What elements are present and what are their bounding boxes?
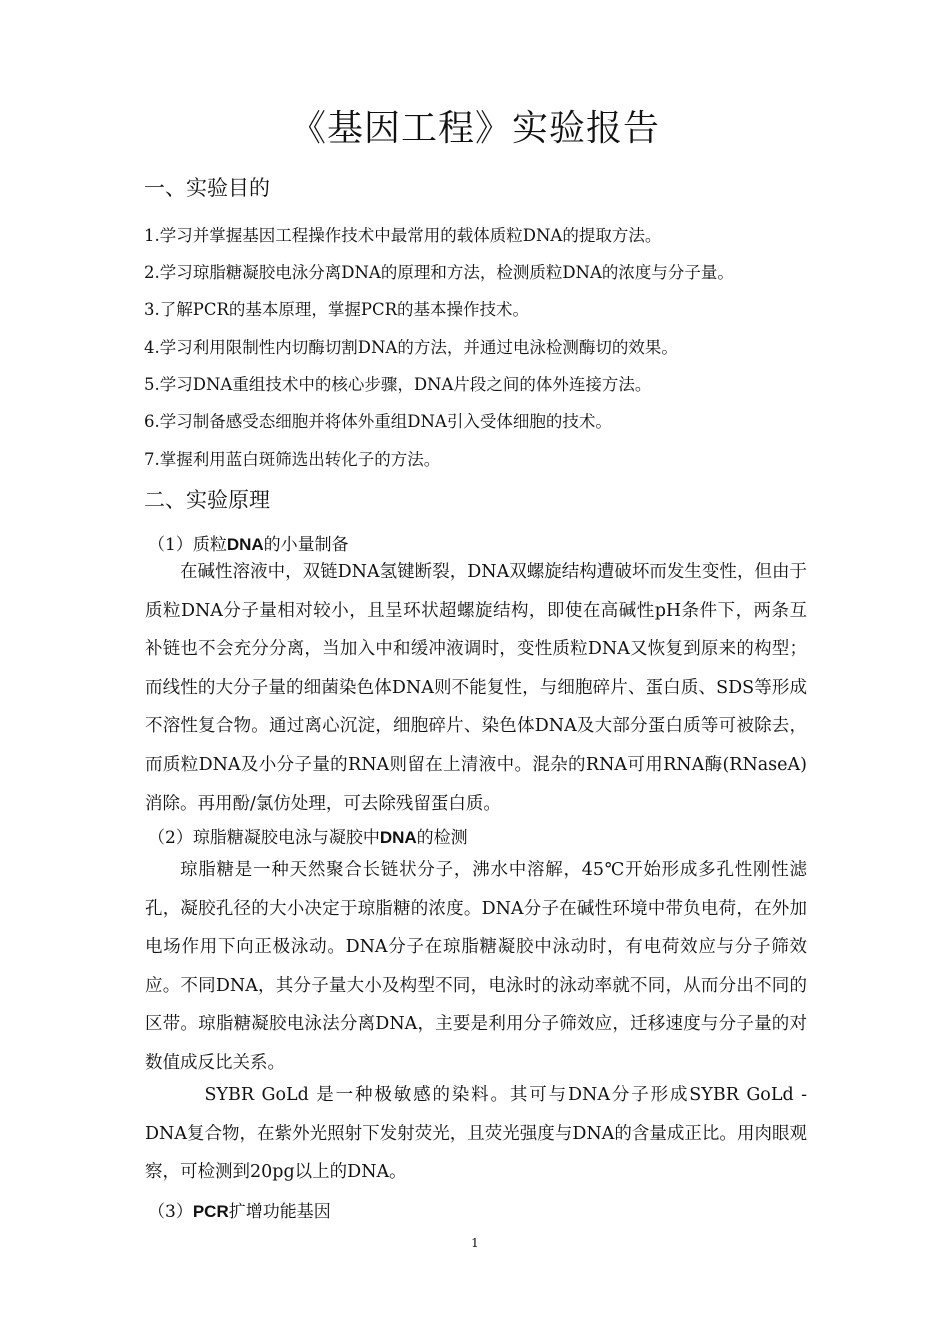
- objective-item-7: 7.掌握利用蓝白斑筛选出转化子的方法。: [144, 450, 441, 469]
- objective-item-4: 4.学习利用限制性内切酶切割DNA的方法，并通过电泳检测酶切的效果。: [144, 338, 678, 357]
- subheading-text: 琼脂糖凝胶电泳与凝胶中: [192, 828, 380, 848]
- subheading-bold: DNA: [379, 828, 417, 847]
- objective-item-2: 2.学习琼脂糖凝胶电泳分离DNA的原理和方法，检测质粒DNA的浓度与分子量。: [144, 263, 734, 282]
- page-number: 1: [471, 1236, 479, 1250]
- subheading-text: 的小量制备: [263, 535, 349, 555]
- objective-item-3: 3.了解PCR的基本原理，掌握PCR的基本操作技术。: [144, 300, 530, 319]
- paragraph-sybr-gold: SYBR GoLd 是一种极敏感的染料。其可与DNA分子形成SYBR GoLd -DNA复合物，在紫外光照射下发射荧光，且荧光强度与DNA的含量成正比。用肉眼观察，可检测到20pg以上的DNA。: [145, 1085, 807, 1183]
- subheading-bold: DNA: [226, 535, 264, 554]
- section-heading-principles: 二、实验原理: [144, 488, 270, 512]
- objective-item-5: 5.学习DNA重组技术中的核心步骤，DNA片段之间的体外连接方法。: [144, 375, 652, 394]
- section-heading-objectives: 一、实验目的: [144, 176, 270, 200]
- document-title: 《基因工程》实验报告: [289, 108, 660, 149]
- subheading-number: （2）: [148, 828, 193, 848]
- subheading-text: 的检测: [416, 828, 468, 848]
- subheading-number: （3）: [148, 1202, 193, 1222]
- subheading-plasmid-prep: [148, 530, 349, 555]
- subheading-electrophoresis: [148, 823, 468, 848]
- subheading-bold: PCR: [192, 1202, 229, 1221]
- subheading-number: （1）: [148, 535, 193, 555]
- objective-item-1: 1.学习并掌握基因工程操作技术中最常用的载体质粒DNA的提取方法。: [144, 226, 662, 245]
- objective-item-6: 6.学习制备感受态细胞并将体外重组DNA引入受体细胞的技术。: [144, 412, 612, 431]
- paragraph-electrophoresis: 琼脂糖是一种天然聚合长链状分子，沸水中溶解，45℃开始形成多孔性刚性滤孔，凝胶孔径的大小决定于琼脂糖的浓度。DNA分子在碱性环境中带负电荷，在外加电场作用下向正极泳动。DNA分子在琼脂糖凝胶中泳动时，有电荷效应与分子筛效应。不同DNA，其分子量大小及构型不同，电泳时的泳动率就不同，从而分出不同的区带。琼脂糖凝胶电泳法分离DNA，主要是利用分子筛效应，迁移速度与分子量的对数值成反比关系。: [145, 860, 807, 1073]
- subheading-text: 质粒: [192, 535, 227, 555]
- subheading-pcr: [148, 1197, 331, 1222]
- subheading-text: 扩增功能基因: [228, 1202, 331, 1222]
- paragraph-plasmid-prep: 在碱性溶液中，双链DNA氢键断裂，DNA双螺旋结构遭破坏而发生变性，但由于质粒DNA分子量相对较小，且呈环状超螺旋结构，即使在高碱性pH条件下，两条互补链也不会充分分离，当加入中和缓冲液调时，变性质粒DNA又恢复到原来的构型；而线性的大分子量的细菌染色体DNA则不能复性，与细胞碎片、蛋白质、SDS等形成不溶性复合物。通过离心沉淀，细胞碎片、染色体DNA及大部分蛋白质等可被除去，而质粒DNA及小分子量的RNA则留在上清液中。混杂的RNA可用RNA酶(RNaseA)消除。再用酚/氯仿处理，可去除残留蛋白质。: [145, 562, 807, 814]
